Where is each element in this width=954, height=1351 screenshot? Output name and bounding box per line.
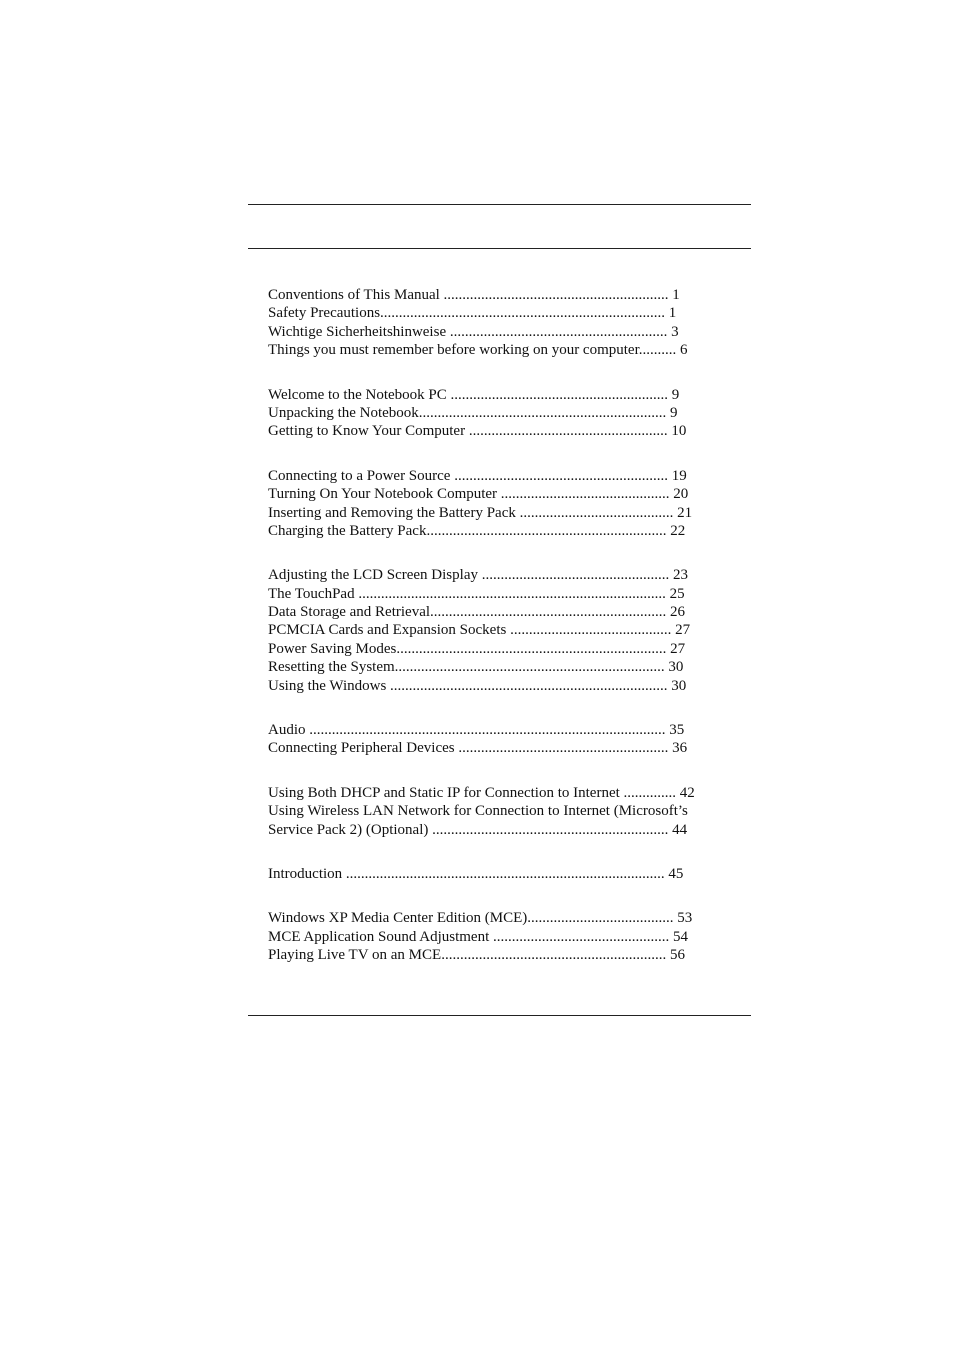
toc-entry: Connecting Peripheral Devices ........................................................ 36 xyxy=(268,740,688,757)
header-rule xyxy=(248,248,751,249)
toc-entry: Safety Precautions............................................................................ 1 xyxy=(268,305,677,322)
toc-entry: Turning On Your Notebook Computer ............................................. 20 xyxy=(268,486,689,503)
toc-entry: Power Saving Modes........................................................................ 27 xyxy=(268,640,686,657)
toc-entry: PCMCIA Cards and Expansion Sockets ........................................... 27 xyxy=(268,622,691,639)
toc-entry: Unpacking the Notebook.................................................................. 9 xyxy=(268,404,678,421)
toc-section xyxy=(268,784,748,839)
toc-section xyxy=(268,467,748,541)
toc-entry: Charging the Battery Pack................................................................ 22 xyxy=(268,522,686,539)
toc-section xyxy=(268,909,748,964)
toc-entry: Things you must remember before working on your computer.......... 6 xyxy=(268,342,688,359)
toc-section xyxy=(268,721,748,758)
top-rule xyxy=(248,204,751,205)
toc-entry: Service Pack 2) (Optional) ............................................................... 44 xyxy=(268,821,688,838)
toc-entry: MCE Application Sound Adjustment ............................................... 54 xyxy=(268,928,689,945)
toc-entry: Inserting and Removing the Battery Pack ......................................... 21 xyxy=(268,504,693,521)
toc-entry: Welcome to the Notebook PC .......................................................... 9 xyxy=(268,386,680,403)
toc-entry: Using Both DHCP and Static IP for Connection to Internet .............. 42 xyxy=(268,784,695,801)
toc-entry: Introduction ..................................................................................... 45 xyxy=(268,865,684,882)
toc-entry: Getting to Know Your Computer ..................................................... 10 xyxy=(268,423,687,440)
toc-entry: The TouchPad .................................................................................. 25 xyxy=(268,585,685,602)
toc-entry: Data Storage and Retrieval............................................................... 26 xyxy=(268,604,686,621)
toc-entry: Audio ............................................................................................... 35 xyxy=(268,722,685,739)
toc-entry: Connecting to a Power Source ......................................................... 19 xyxy=(268,467,687,484)
toc-entry: Adjusting the LCD Screen Display .................................................. 23 xyxy=(268,567,688,584)
toc-section xyxy=(268,865,748,883)
toc-entry: Playing Live TV on an MCE............................................................ 56 xyxy=(268,947,685,964)
toc-entry: Using the Windows .......................................................................... 30 xyxy=(268,677,687,694)
toc-section xyxy=(268,566,748,695)
toc-entry: Conventions of This Manual ............................................................ 1 xyxy=(268,287,680,303)
toc-entry: Resetting the System........................................................................ 30 xyxy=(268,659,684,676)
table-of-contents xyxy=(268,286,748,991)
toc-entry: Windows XP Media Center Edition (MCE)....................................... 53 xyxy=(268,910,693,927)
bottom-rule xyxy=(248,1015,751,1016)
toc-entry: Wichtige Sicherheitshinweise .......................................................... 3 xyxy=(268,323,679,340)
toc-section xyxy=(268,386,748,441)
toc-entry: Using Wireless LAN Network for Connection to Internet (Microsoft’s xyxy=(268,803,688,820)
toc-section xyxy=(268,286,748,360)
